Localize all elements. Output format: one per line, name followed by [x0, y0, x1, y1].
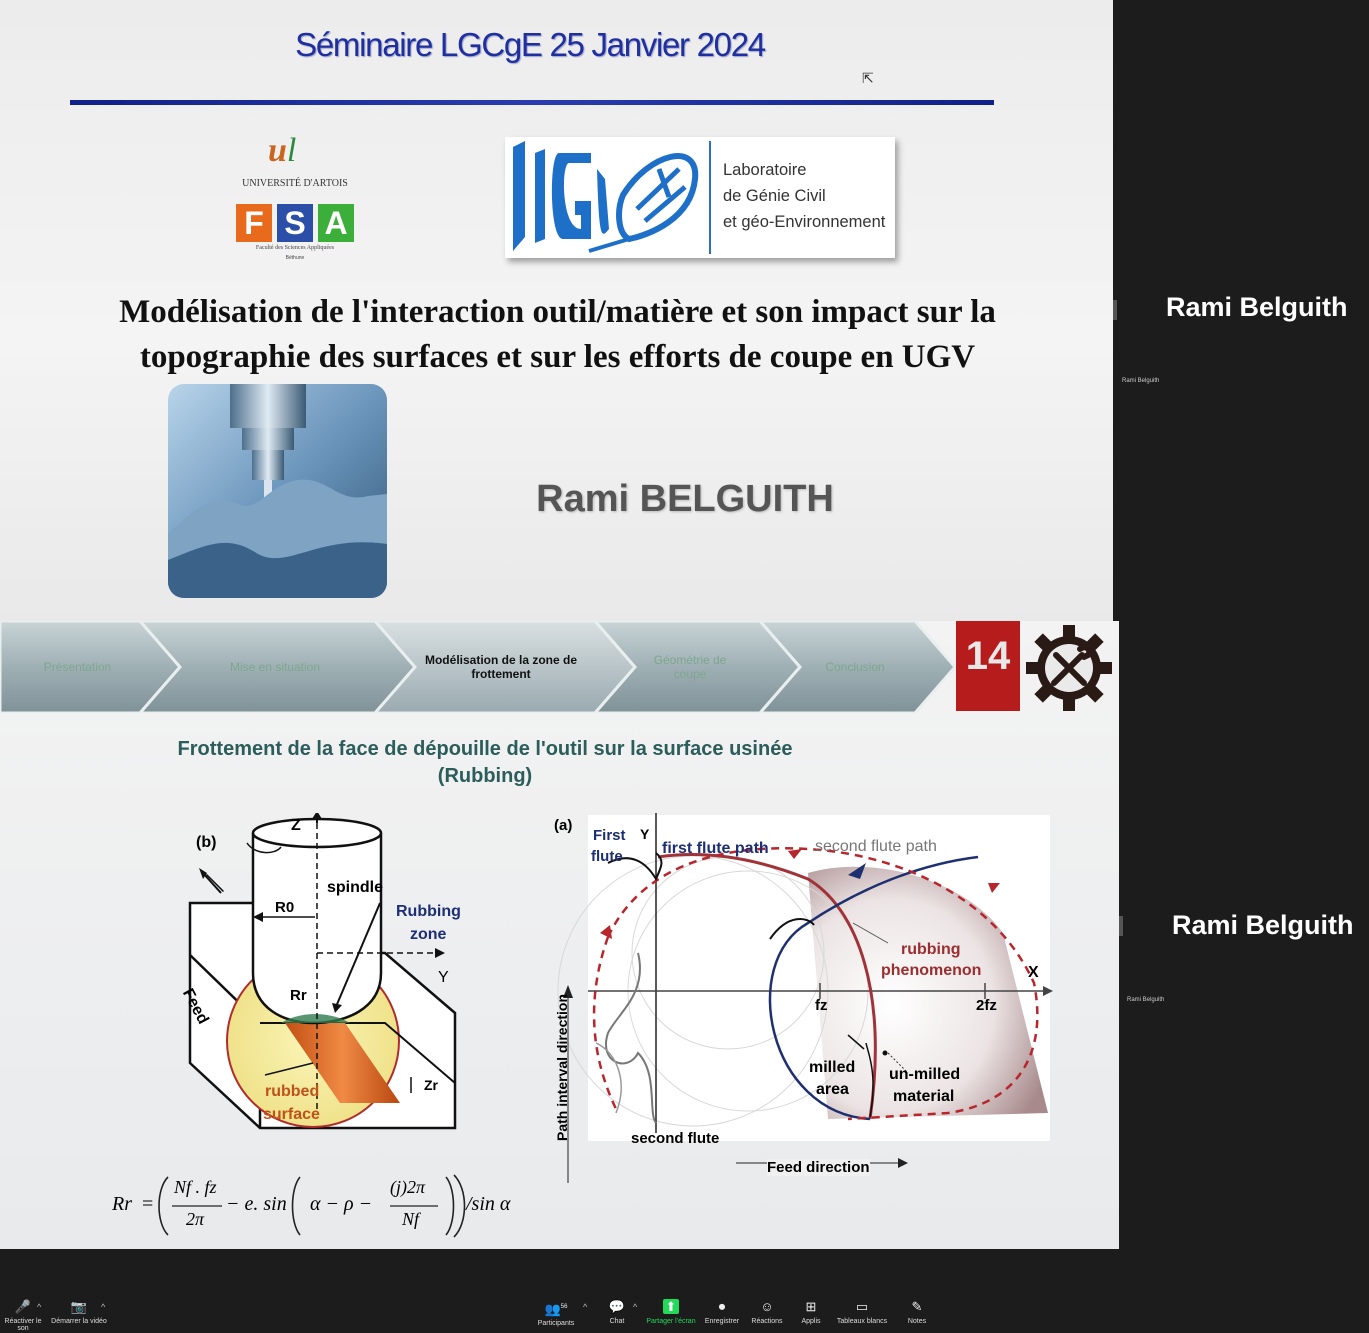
slide-title-line-2: (Rubbing)	[437, 765, 533, 787]
participants-chevron-icon[interactable]: ^	[583, 1302, 588, 1312]
participants-button[interactable]	[530, 1296, 582, 1327]
fig-a-feed-direction: Feed direction	[767, 1159, 870, 1176]
participants-label: Participants	[537, 1320, 575, 1328]
notes-button[interactable]	[902, 1296, 932, 1325]
fig-a-second-flute-path: second flute path	[815, 838, 937, 855]
mouse-cursor-icon: ⇱	[862, 70, 874, 86]
formula-den1: 2π	[186, 1209, 205, 1229]
fig-b-y-axis: Y	[438, 969, 449, 986]
panel-resize-handle[interactable]	[1113, 300, 1117, 320]
main-title-line-1: Modélisation de l'interaction outil/matière et son impact sur la	[119, 294, 996, 330]
fsa-letter-a: A	[318, 204, 354, 242]
reactions-button[interactable]	[748, 1296, 786, 1325]
lab-line-3: et géo-Environnement	[723, 213, 886, 231]
fig-a-first-flute-1: First	[593, 827, 626, 844]
share-screen-button[interactable]	[644, 1296, 698, 1325]
gear-tools-icon	[1024, 623, 1114, 713]
rubbing-radius-formula	[112, 1171, 532, 1241]
fig-a-y-axis: Y	[640, 826, 650, 842]
record-button[interactable]	[702, 1296, 742, 1325]
apps-button[interactable]	[796, 1296, 826, 1325]
fsa-letter-s: S	[277, 204, 313, 242]
author-name: Rami BELGUITH	[536, 478, 834, 520]
fig-a-unmilled-1: un-milled	[889, 1066, 961, 1083]
meeting-toolbar	[0, 1296, 1369, 1333]
fig-a-vertical-axis-label: Path interval direction	[554, 993, 570, 1141]
fsa-city: Béthune	[285, 255, 305, 261]
chat-button[interactable]	[600, 1296, 634, 1325]
fig-a-fz: fz	[815, 997, 828, 1014]
formula-tail: /sin α	[466, 1193, 511, 1215]
chat-chevron-icon[interactable]: ^	[633, 1302, 638, 1312]
nav-item-conclusion[interactable]: Conclusion	[825, 660, 885, 674]
start-video-label: Démarrer la vidéo	[51, 1318, 107, 1325]
lab-line-2: de Génie Civil	[723, 187, 826, 205]
ua-monogram-u: u	[268, 132, 287, 169]
record-label: Enregistrer	[704, 1318, 740, 1325]
participant-name-1: Rami Belguith	[1166, 292, 1348, 322]
participants-icon	[530, 1296, 582, 1320]
fig-a-unmilled-2: material	[893, 1088, 955, 1105]
figure-b-rubbing-zone	[185, 813, 475, 1173]
seminar-title: Séminaire LGCgE 25 Janvier 2024	[295, 26, 765, 63]
whiteboard-button[interactable]	[834, 1296, 890, 1325]
video-options-chevron-icon[interactable]: ^	[101, 1302, 106, 1312]
fig-b-z-axis: Z	[291, 817, 301, 834]
share-screen-label: Partager l'écran	[646, 1318, 696, 1325]
logo-separator	[709, 141, 711, 254]
nav-item-mise-en-situation[interactable]: Mise en situation	[229, 660, 321, 674]
presentation-main-title	[20, 290, 1095, 380]
notes-icon: ✎	[911, 1299, 923, 1314]
formula-num1: Nf . fz	[174, 1177, 217, 1197]
video-off-icon: 📷	[70, 1299, 88, 1314]
participants-count: 56	[560, 1304, 568, 1310]
fig-b-rubbing-zone-1: Rubbing	[396, 903, 461, 920]
participant-name-2: Rami Belguith	[1172, 910, 1354, 940]
fig-a-x-axis: X	[1028, 964, 1039, 981]
milling-illustration	[168, 384, 387, 598]
formula-num2: (j)2π	[390, 1177, 426, 1197]
university-name: UNIVERSITÉ D'ARTOIS	[242, 178, 348, 189]
universite-artois-logo	[232, 132, 358, 267]
main-title-line-2: topographie des surfaces et sur les efforts de coupe en UGV	[139, 339, 976, 375]
fig-b-rr: Rr	[290, 987, 307, 1004]
page-number-badge: 14	[956, 621, 1020, 711]
formula-eq: =	[142, 1193, 154, 1215]
participant-label-1: Rami Belguith	[1122, 378, 1160, 384]
fsa-letter-f: F	[236, 204, 272, 242]
fig-a-first-flute-2: flute	[591, 848, 623, 865]
formula-mid: − e. sin	[226, 1193, 287, 1215]
apps-icon: ⊞	[805, 1299, 817, 1314]
ua-monogram-l: l	[286, 132, 297, 169]
participant-label-2: Rami Belguith	[1127, 997, 1165, 1003]
fig-a-rubbing-2: phenomenon	[881, 962, 982, 979]
whiteboard-label: Tableaux blancs	[836, 1318, 888, 1325]
lgcge-logo	[505, 137, 895, 258]
audio-options-chevron-icon[interactable]: ^	[37, 1302, 42, 1312]
fig-b-tag: (b)	[196, 834, 217, 851]
fig-a-2fz: 2fz	[976, 997, 997, 1014]
fig-a-milled-1: milled	[809, 1059, 856, 1076]
unmute-label: Réactiver le son	[4, 1318, 42, 1332]
reactions-label: Réactions	[751, 1318, 783, 1325]
chat-label: Chat	[609, 1318, 625, 1325]
fig-a-tag: (a)	[554, 817, 573, 834]
lgc-emblem-icon	[509, 139, 705, 256]
notes-label: Notes	[907, 1318, 927, 1325]
fig-a-milled-2: area	[816, 1081, 849, 1098]
mic-muted-icon: 🎤	[14, 1299, 32, 1314]
milling-machine-photo	[168, 384, 387, 598]
share-screen-icon	[644, 1296, 698, 1318]
slide-rubbing	[0, 621, 1119, 1249]
fsa-subtitle: Faculté des Sciences Appliquées	[255, 245, 335, 251]
fig-b-rubbed-2: surface	[263, 1106, 320, 1123]
record-icon: ⏺	[718, 1299, 726, 1314]
slide-title-page	[0, 0, 1113, 621]
nav-item-modelisation[interactable]: Modélisation de la zone de frottement	[424, 653, 578, 681]
chat-icon: 💬	[608, 1299, 626, 1314]
fig-a-second-flute: second flute	[631, 1130, 720, 1147]
slide-title	[110, 736, 860, 790]
formula-den2: Nf	[402, 1209, 420, 1229]
fig-a-rubbing-1: rubbing	[901, 941, 961, 958]
section-navigation	[0, 621, 960, 713]
fig-b-feed: Feed	[178, 986, 212, 1027]
fig-a-first-flute-path: first flute path	[662, 840, 769, 857]
fig-b-rubbing-zone-2: zone	[410, 926, 447, 943]
title-rule	[70, 100, 994, 105]
participants-glyph: 👥	[544, 1301, 561, 1317]
fig-b-rubbed-1: rubbed	[265, 1083, 320, 1100]
lab-line-1: Laboratoire	[723, 161, 807, 179]
slide-title-line-1: Frottement de la face de dépouille de l'outil sur la surface usinée	[177, 738, 793, 760]
nav-item-presentation[interactable]: Présentation	[43, 660, 112, 674]
share-screen-glyph: ⬆	[663, 1299, 680, 1314]
nav-item-geometrie[interactable]: Géométrie de coupe	[653, 653, 727, 681]
ua-monogram	[268, 132, 296, 170]
formula-alpha: α − ρ −	[310, 1193, 373, 1215]
fig-b-zr: Zr	[424, 1077, 438, 1093]
panel-resize-handle-2[interactable]	[1119, 916, 1123, 936]
apps-label: Applis	[801, 1318, 821, 1325]
formula-lhs: Rr	[112, 1193, 132, 1215]
fig-b-spindle: spindle	[327, 879, 384, 896]
reactions-icon: ☺	[760, 1299, 774, 1314]
whiteboard-icon: ▭	[855, 1299, 869, 1314]
fig-b-r0: R0	[275, 899, 295, 916]
